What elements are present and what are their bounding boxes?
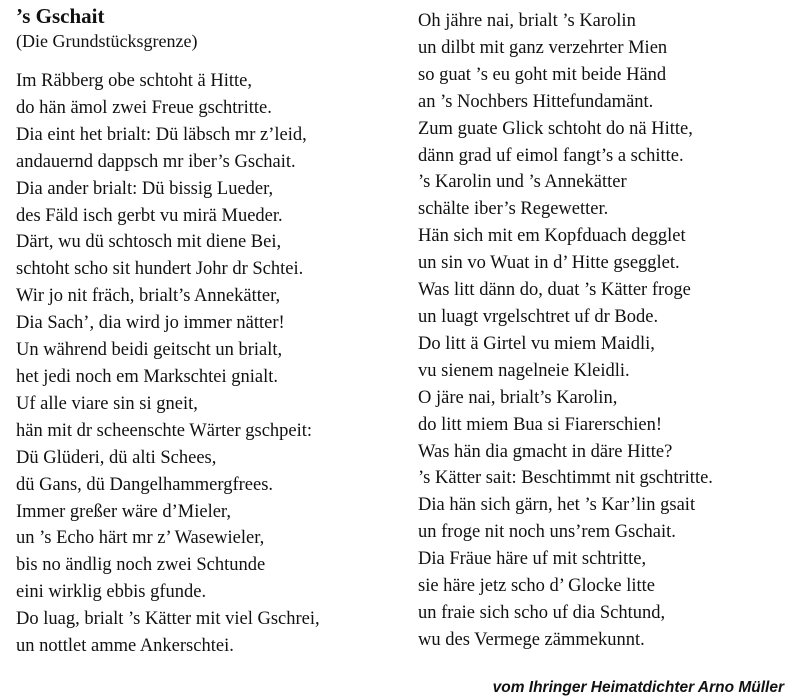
right-column xyxy=(418,0,798,654)
poem-line: schtoht scho sit hundert Johr dr Schtei. xyxy=(16,259,304,280)
poem-line: dü Gans, dü Dangelhammergfrees. xyxy=(16,474,274,495)
poem-line: un dilbt mit ganz verzehrter Mien xyxy=(418,37,668,58)
poem-line: sie häre jetz scho d’ Glocke litte xyxy=(418,576,655,597)
poem-line: des Fäld isch gerbt vu mirä Mueder. xyxy=(16,205,283,226)
poem-line: Was hän dia gmacht in däre Hitte? xyxy=(418,441,673,462)
poem-line: Im Räbberg obe schtoht ä Hitte, xyxy=(16,71,252,91)
poem-line: un ’s Echo härt mr z’ Wasewieler, xyxy=(16,528,265,549)
poem-line: Dia eint het brialt: Dü läbsch mr z’leid, xyxy=(16,124,307,145)
poem-line: do litt miem Bua si Fiarerschien! xyxy=(418,414,663,435)
poem-line: het jedi noch em Markschtei gnialt. xyxy=(16,366,279,387)
poem-line: Oh jähre nai, brialt ’s Karolin xyxy=(418,11,636,31)
poem-line: Dia Fräue häre uf mit schtritte, xyxy=(418,549,647,570)
poem-line: Därt, wu dü schtosch mit diene Bei, xyxy=(16,232,282,253)
poem-line: un luagt vrgelschtret uf dr Bode. xyxy=(418,306,659,327)
poem-line: Dia ander brialt: Dü bissig Lueder, xyxy=(16,178,274,199)
author-signature: vom Ihringer Heimatdichter Arno Müller xyxy=(492,679,784,696)
poem-line: Uf alle viare sin si gneit, xyxy=(16,393,198,414)
poem-line: un nottlet amme Ankerschtei. xyxy=(16,636,234,657)
poem-line: dänn grad uf eimol fangt’s a schitte. xyxy=(418,145,684,166)
poem-line: ’s Kätter sait: Beschtimmt nit gschtritte. xyxy=(418,468,713,489)
poem-line: Immer greßer wäre d’Mieler, xyxy=(16,501,231,522)
poem-line: Dü Glüderi, dü alti Schees, xyxy=(16,447,217,468)
poem-line: wu des Vermege zämmekunnt. xyxy=(418,629,645,650)
left-stanza xyxy=(16,68,411,660)
poem-line: so guat ’s eu goht mit beide Händ xyxy=(418,64,667,85)
poem-line: andauernd dappsch mr iber’s Gschait. xyxy=(16,151,296,172)
poem-line: un sin vo Wuat in d’ Hitte gsegglet. xyxy=(418,253,680,274)
poem-line: Hän sich mit em Kopfduach degglet xyxy=(418,226,686,247)
poem-line: Was litt dänn do, duat ’s Kätter froge xyxy=(418,280,691,301)
poem-line: un froge nit noch uns’rem Gschait. xyxy=(418,522,676,543)
poem-title: ’s Gschait xyxy=(16,4,105,28)
poem-line: Dia Sach’, dia wird jo immer nätter! xyxy=(16,313,285,334)
poem-line: Zum guate Glick schtoht do nä Hitte, xyxy=(418,118,693,139)
poem-line: Un während beidi geitscht un brialt, xyxy=(16,340,283,361)
poem-line: vu sienem nagelneie Kleidli. xyxy=(418,360,630,381)
poem-subtitle: (Die Grundstücksgrenze) xyxy=(16,31,198,51)
poem-line: un fraie sich scho uf dia Schtund, xyxy=(418,602,666,623)
poem-line: do hän ämol zwei Freue gschtritte. xyxy=(16,97,272,118)
poem-line: hän mit dr scheenschte Wärter gschpeit: xyxy=(16,420,313,441)
poem-line: Do luag, brialt ’s Kätter mit viel Gschrei, xyxy=(16,609,320,630)
poem-line: ’s Karolin und ’s Annekätter xyxy=(418,172,627,193)
poem-line: eini wirklig ebbis gfunde. xyxy=(16,582,207,603)
left-column xyxy=(16,0,411,660)
poem-line: an ’s Nochbers Hittefundamänt. xyxy=(418,91,654,112)
right-stanza xyxy=(418,8,798,654)
poem-line: Do litt ä Girtel vu miem Maidli, xyxy=(418,333,655,354)
poem-line: Wir jo nit fräch, brialt’s Annekätter, xyxy=(16,286,281,307)
poem-line: schälte iber’s Regewetter. xyxy=(418,199,609,220)
poem-line: O järe nai, brialt’s Karolin, xyxy=(418,387,618,408)
poem-line: Dia hän sich gärn, het ’s Kar’lin gsait xyxy=(418,495,696,516)
poem-line: bis no ändlig noch zwei Schtunde xyxy=(16,555,266,576)
